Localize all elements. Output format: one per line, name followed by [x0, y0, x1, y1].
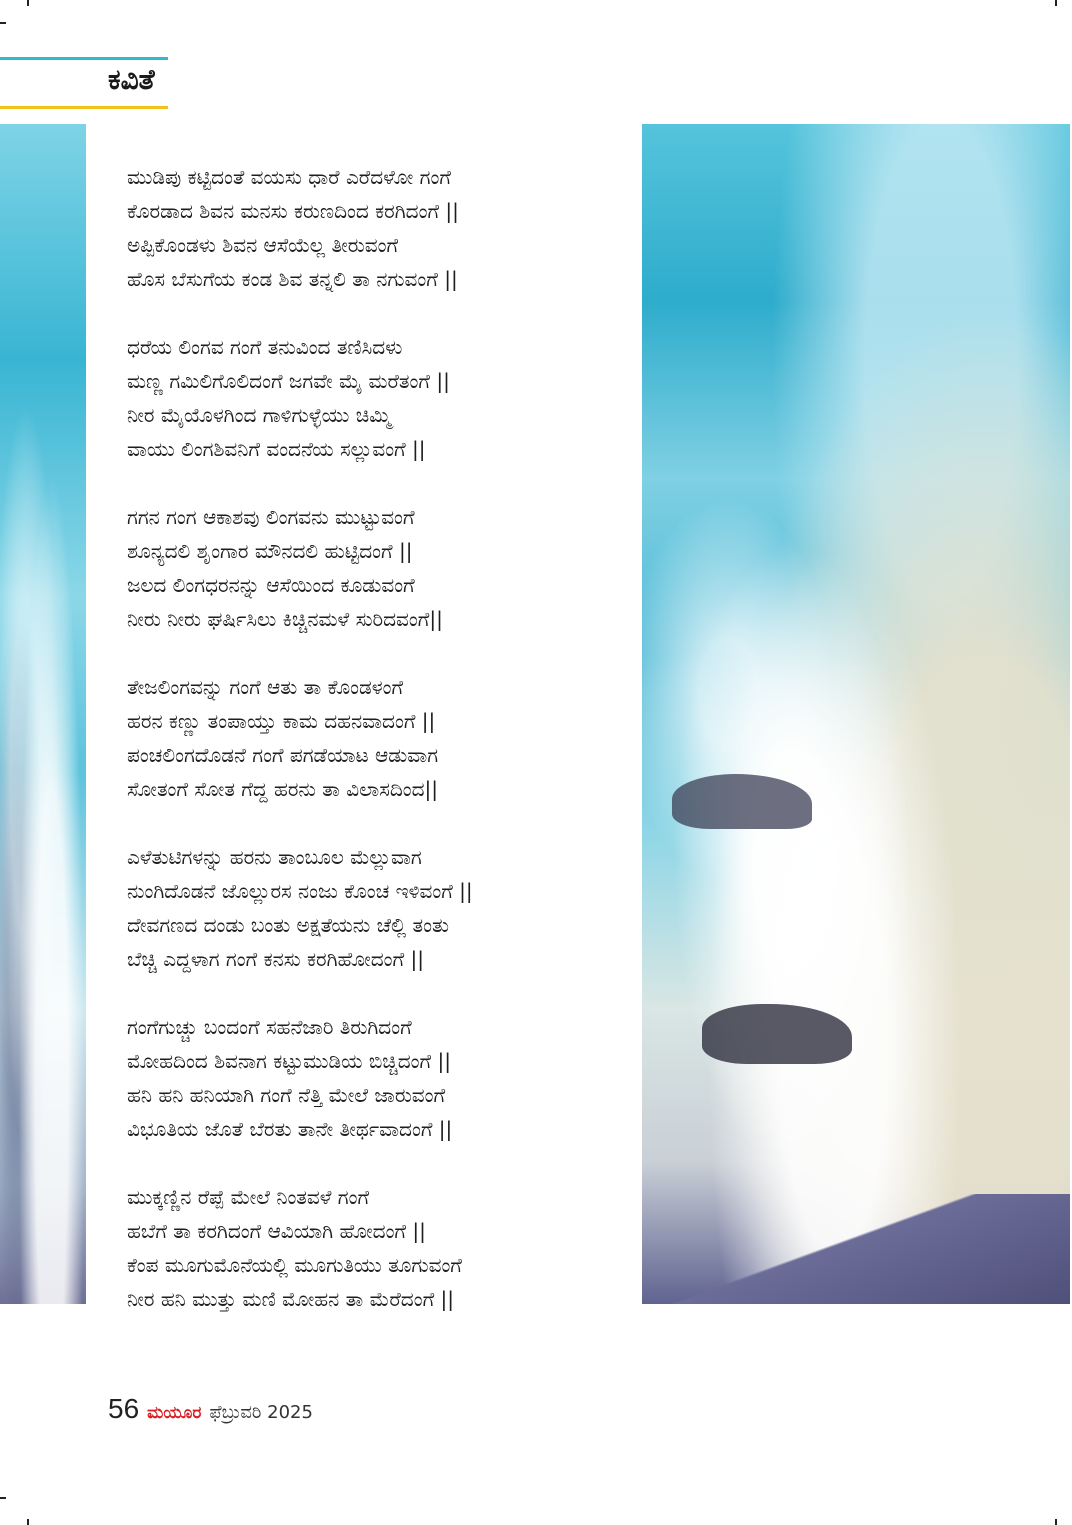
poem-line: ಸೋತಂಗೆ ಸೋತ ಗೆದ್ದ ಹರನು ತಾ ವಿಲಾಸದಿಂದ||: [127, 777, 439, 801]
illustration-waterfall: [642, 124, 1070, 1304]
poem-line: ದೇವಗಣದ ದಂಡು ಬಂತು ಅಕ್ಷತೆಯನು ಚೆಲ್ಲಿ ತಂತು: [127, 913, 449, 937]
poem-line: ಕೆಂಪ ಮೂಗುಮೊನೆಯಲ್ಲಿ ಮೂಗುತಿಯು ತೂಗುವಂಗೆ: [127, 1253, 462, 1277]
poem-line: ನೀರ ಮೈಯೊಳಗಿಂದ ಗಾಳಿಗುಳ್ಳೆಯು ಚಿಮ್ಮಿ: [127, 403, 392, 427]
crop-mark: [27, 1519, 29, 1525]
poem-line: ಬೆಚ್ಚಿ ಎದ್ದಳಾಗ ಗಂಗೆ ಕನಸು ಕರಗಿಹೋದಂಗೆ ||: [127, 947, 424, 971]
poem-line: ಹನಿ ಹನಿ ಹನಿಯಾಗಿ ಗಂಗೆ ನೆತ್ತಿ ಮೇಲೆ ಜಾರುವಂಗೆ: [127, 1083, 446, 1107]
poem-stanza: [127, 670, 627, 806]
magazine-logo: ಮಯೂರ: [147, 1403, 202, 1423]
poem-line: ಹರನ ಕಣ್ಣು ತಂಪಾಯ್ತು ಕಾಮ ದಹನವಾದಂಗೆ ||: [127, 709, 436, 733]
crop-mark: [1055, 0, 1057, 6]
poem-line: ಮಣ್ಣ ಗಮಿಲಿಗೊಲಿದಂಗೆ ಜಗವೇ ಮೈ ಮರೆತಂಗೆ ||: [127, 369, 450, 393]
poem-stanza: [127, 330, 627, 466]
poem-line: ಅಪ್ಪಿಕೊಂಡಳು ಶಿವನ ಆಸೆಯೆಲ್ಲ ತೀರುವಂಗೆ: [127, 233, 399, 257]
poem-stanza: [127, 160, 627, 296]
poem-line: ಹೊಸ ಬೆಸುಗೆಯ ಕಂಡ ಶಿವ ತನ್ನಲಿ ತಾ ನಗುವಂಗೆ ||: [127, 267, 458, 291]
poem-line: ಗಗನ ಗಂಗ ಆಕಾಶವು ಲಿಂಗವನು ಮುಟ್ಟುವಂಗೆ: [127, 505, 415, 529]
poem-stanza: [127, 840, 627, 976]
poem-line: ಎಳೆತುಟಿಗಳನ್ನು ಹರನು ತಾಂಬೂಲ ಮೆಲ್ಲುವಾಗ: [127, 845, 422, 869]
poem-line: ಧರೆಯ ಲಿಂಗವ ಗಂಗೆ ತನುವಿಂದ ತಣಿಸಿದಳು: [127, 335, 403, 359]
poem-line: ತೇಜಲಿಂಗವನ್ನು ಗಂಗೆ ಆತು ತಾ ಕೊಂಡಳಂಗೆ: [127, 675, 404, 699]
poem-stanza: [127, 500, 627, 636]
section-title: ಕವಿತೆ: [108, 63, 155, 96]
poem-line: ಮೋಹದಿಂದ ಶಿವನಾಗ ಕಟ್ಟುಮುಡಿಯ ಬಿಚ್ಚಿದಂಗೆ ||: [127, 1049, 451, 1073]
rock-shape: [672, 774, 812, 829]
crop-mark: [1055, 1519, 1057, 1525]
poem-line: ಗಂಗೆಗುಚ್ಚು ಬಂದಂಗೆ ಸಹನೆಜಾರಿ ತಿರುಗಿದಂಗೆ: [127, 1015, 412, 1039]
poem-line: ಮುಡಿಪು ಕಟ್ಟಿದಂತೆ ವಯಸು ಧಾರೆ ಎರೆದಳೋ ಗಂಗೆ: [127, 165, 451, 189]
poem-line: ವಿಭೂತಿಯ ಜೊತೆ ಬೆರತು ತಾನೇ ತೀರ್ಥವಾದಂಗೆ ||: [127, 1117, 453, 1141]
page-footer: [108, 1393, 313, 1425]
mountain-shape: [642, 1194, 1070, 1304]
poem-body: [127, 160, 627, 1350]
rock-shape: [702, 1004, 852, 1064]
poem-line: ಕೊರಡಾದ ಶಿವನ ಮನಸು ಕರುಣದಿಂದ ಕರಗಿದಂಗೆ ||: [127, 199, 459, 223]
poem-line: ನುಂಗಿದೊಡನೆ ಜೊಲ್ಲುರಸ ನಂಜು ಕೊಂಚ ಇಳಿವಂಗೆ ||: [127, 879, 473, 903]
crop-mark: [0, 1497, 6, 1499]
poem-line: ವಾಯು ಲಿಂಗಶಿವನಿಗೆ ವಂದನೆಯ ಸಲ್ಲುವಂಗೆ ||: [127, 437, 426, 461]
issue-date: ಫೆಬ್ರುವರಿ 2025: [209, 1402, 313, 1423]
poem-line: ಶೂನ್ಯದಲಿ ಶೃಂಗಾರ ಮೌನದಲಿ ಹುಟ್ಟಿದಂಗೆ ||: [127, 539, 413, 563]
page-number: 56: [108, 1393, 140, 1424]
poem-line: ನೀರ ಹನಿ ಮುತ್ತು ಮಣಿ ಮೋಹನ ತಾ ಮೆರೆದಂಗೆ ||: [127, 1287, 455, 1311]
header-rule-yellow: [0, 106, 168, 109]
poem-line: ಜಲದ ಲಿಂಗಧರನನ್ನು ಆಸೆಯಿಂದ ಕೂಡುವಂಗೆ: [127, 573, 415, 597]
illustration-left-strip: [0, 124, 86, 1304]
poem-line: ನೀರು ನೀರು ಘರ್ಷಿಸಿಲು ಕಿಚ್ಚಿನಮಳೆ ಸುರಿದವಂಗೆ||: [127, 607, 443, 631]
poem-line: ಮುಕ್ಕಣ್ಣಿನ ರೆಪ್ಪೆ ಮೇಲೆ ನಿಂತವಳೆ ಗಂಗೆ: [127, 1185, 370, 1209]
poem-line: ಹಬೆಗೆ ತಾ ಕರಗಿದಂಗೆ ಆವಿಯಾಗಿ ಹೋದಂಗೆ ||: [127, 1219, 426, 1243]
crop-mark: [0, 22, 6, 24]
crop-mark: [27, 0, 29, 6]
poem-stanza: [127, 1180, 627, 1316]
header-rule-cyan: [0, 57, 168, 60]
poem-stanza: [127, 1010, 627, 1146]
poem-line: ಪಂಚಲಿಂಗದೊಡನೆ ಗಂಗೆ ಪಗಡೆಯಾಟ ಆಡುವಾಗ: [127, 743, 439, 767]
